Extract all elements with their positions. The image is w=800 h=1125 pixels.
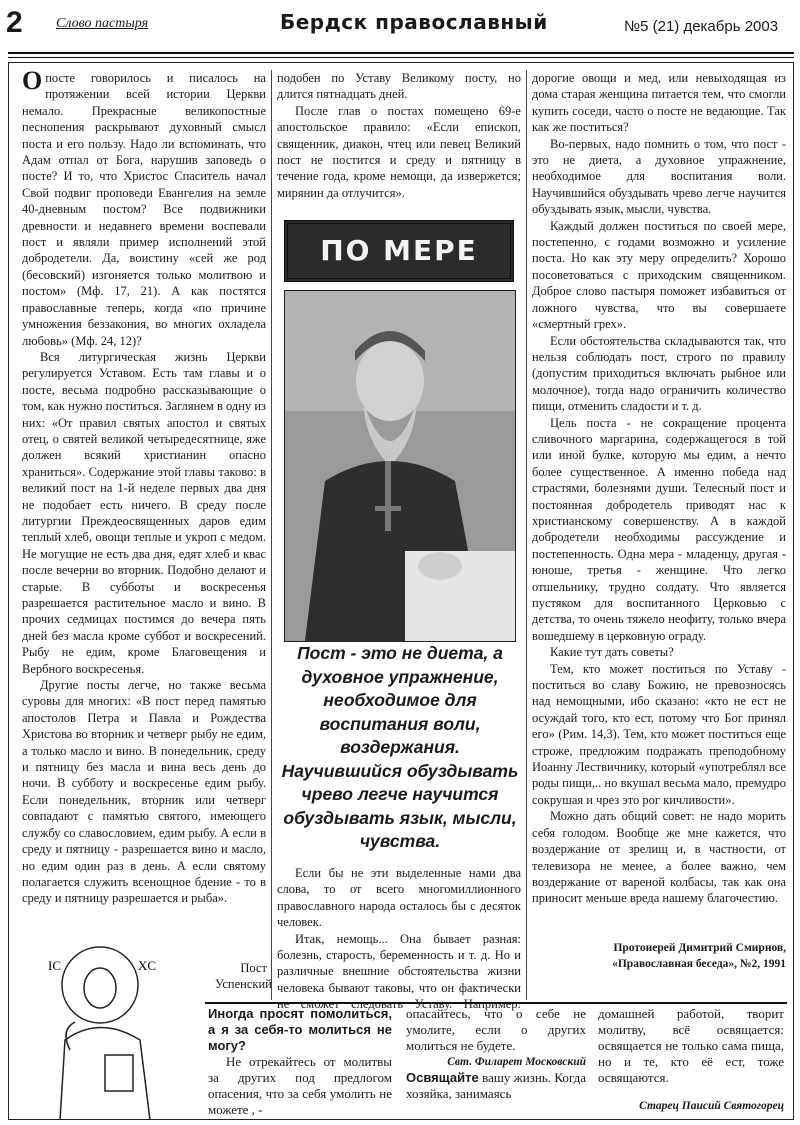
- drop-cap: О: [22, 70, 43, 95]
- icon-letter-right: XC: [138, 958, 157, 973]
- article-column-3: [532, 70, 786, 930]
- signature-source: «Православная беседа», №2, 1991: [612, 958, 786, 970]
- article-column-1: [22, 70, 266, 932]
- saying-lead: Освящайте: [406, 1070, 479, 1085]
- article-paragraph: Каждый должен поститься по своей мере, постепенно, с годами возможно и усиление поста. Но как эту меру определить? Хорошо посоветоваться с приходским священником. Доброе слово пастыря поможет избавиться от ложного чувства, что вы совершаете «смертный грех».: [532, 218, 786, 332]
- image-caption: Пост Успенский: [215, 961, 272, 991]
- article-paragraph: Можно дать общий совет: не надо морить себя голодом. Вообще же мне кажется, что воздержание от зрелищ и, в частности, от телевизора не менее, а более важно, чем воздержание от вареной колбасы, так как она приносит меньше вреда нашему благочестию.: [532, 809, 786, 906]
- article-signature: [532, 940, 786, 972]
- article-headline: ПО МЕРЕ: [284, 220, 514, 282]
- article-paragraph: Во-первых, надо помнить о том, что пост - это не диета, а духовное упражнение, необходимое для воспитания воли. Научившийся обуздывать чрево легче научится обуздывать язык, мысли, чувства.: [532, 136, 786, 217]
- pull-quote: Пост - это не диета, а духовное упражнение, необходимое для воспитания воли, воздержания. Научившийся обуздывать чрево легче научится обуздывать язык, мысли, чувства.: [281, 643, 519, 851]
- article-paragraph: Тем, кто может поститься по Уставу - поститься во славу Божию, не превозносясь над немощными, ибо сказано: «кто не ест не осуждай того, кто ест, потому что Бог принял его» (Рим. 14,3). Тем, кто может поститься еще строже, предложим подражать преподобному Иоанну Лествичнику, который «употреблял все роды пищи,.. но вкушал весьма мало, премудро сокрушая и чрез это рог кичливости».: [532, 661, 786, 807]
- priest-photo-illustration: [285, 291, 515, 641]
- saying-signature: Свт. Филарет Московский: [447, 1056, 586, 1068]
- article-column-2-bottom: [277, 865, 521, 1015]
- christ-icon-drawing: [20, 930, 190, 1120]
- priest-photo: [284, 290, 516, 642]
- signature-author: Протоиерей Димитрий Смирнов,: [613, 942, 786, 954]
- column-divider: [271, 70, 272, 1000]
- saying-column-3: [598, 1006, 784, 1114]
- column-divider: [526, 70, 527, 1000]
- rubric-title: Слово пастыря: [56, 16, 149, 31]
- page-number: 2: [6, 6, 23, 39]
- article-paragraph: Вся литургическая жизнь Церкви регулируется Уставом. Есть там главы и о посте, весьма подробно рассказывающие о том, как нужно поститься. Заглянем в одну из них: «От правил святых апостол и святых отец, о святей великой четыредесятнице, яже должен всякий христианин опасно храниться». Содержание этой главы таково: в великий пост на 1-й неделе первых два дня не подобает есть ничего. В среду после литургии Преждеосвященных даров едим теплый хлеб, овощи теплые и укроп с медом. Не могущие не есть два дня, едят хлеб и квас после вечерни во вторник. Подобно делают и старые. В субботы и воскресенья разрешается растительное масло и вино. В прочих седмицах постимся до вечера пять дней без масла кроме суббот и воскресений. Рыбу не едим, кроме Благовещения и Вербного воскресенья.: [22, 349, 266, 676]
- saying-text: Не отрекайтесь от молитвы за других под предлогом опасения, что за себя умолить не можете , -: [208, 1054, 392, 1117]
- article-paragraph: Итак, немощь... Она бывает разная: болезнь, старость, беременность и т. д. Но и различные внешние обстоятельства жизни человека бывают таковы, что он фактически не сможет следовать Уставу. Например:: [277, 931, 521, 1012]
- page-header: [0, 0, 800, 60]
- saying-text: домашней работой, творит молитву, всё освящается: освящается не только сама пища, но и те, кто её ест, тоже освящаются.: [598, 1006, 784, 1085]
- article-paragraph: дорогие овощи и мед, или невыходящая из дома старая женщина питается тем, что смогли купить соседи, часто о посте не ведающие. Так как же поститься?: [532, 71, 786, 135]
- article-paragraph: После глав о постах помещено 69-е апостольское правило: «Если епископ, священник, диакон, чтец или певец Великий пост не постится и среду и пятницу в течение года, кроме немощи, да извержется; мирянин да отлучится».: [277, 103, 521, 200]
- header-rule-thin: [8, 57, 794, 58]
- article-column-2-top: [277, 70, 521, 205]
- article-paragraph: Если бы не эти выделенные нами два слова, то от всего многомиллионного православного народа осталось бы с десяток человек.: [277, 866, 521, 930]
- article-paragraph: Цель поста - не сокращение процента сливочного маргарина, содержащегося в той или иной булке, которую мы едим, а нечто более существенное. А именно победа над страстями, болезнями души. Телесный пост и постоянная добродетель приводят нас к христианскому совершенству. А в каждой добродетели необходимы рассуждение и постепенность. Одна мера - младенцу, другая - юноше, третья - женщине. Что легко отшельнику, трудно солдату. Что является пустяком для воспитанного Церковью с детства, то очень тяжело неофиту, только вчера вошедшему в церковную ограду.: [532, 415, 786, 643]
- saying-column-1: [208, 1006, 392, 1118]
- article-paragraph: Опосте говорилось и писалось на протяжении всей истории Церкви немало. Прекрасные великопостные песнопения раскрывают духовный смысл поста и его пользу. Надо ли вспоминать, что Адам отпал от Бога, нарушив заповедь о посте? И то, что Христос Спаситель начал Свой подвиг проповеди Евангелия на земле 40-дневным постом? Все подвижники древности и недавнего времени воспевали пост и являли пример исполнений этой добродетели. Да, воистину «сей же род (бесовский) изгоняется только молитвою и постом» (Мф. 17, 21). А как постятся православные теперь, когда «по причине умножения беззакония, во многих охладела любовь» (Мф. 24, 12)?: [22, 70, 266, 348]
- article-paragraph: подобен по Уставу Великому посту, но длится пятнадцать дней.: [277, 71, 521, 102]
- article-paragraph: Если обстоятельства складываются так, что нельзя соблюдать пост, строго по правилу (допустим приходиться включать рыбное или молочное), тогда надо ограничить количество пищи, отменить сладости и т. д.: [532, 333, 786, 414]
- christ-icon: [20, 930, 190, 1120]
- saying-question: Иногда просят помолиться, а я за себя-то молиться не могу?: [208, 1006, 392, 1053]
- masthead: Бердск православный: [280, 10, 548, 34]
- issue-info: №5 (21) декабрь 2003: [624, 18, 779, 35]
- saying-column-2: опасайтесь, что о себе не умолите, если о других молиться не будете. Свт. Филарет Московский Освящайте вашу жизнь. Когда хозяйка, занимаясь: [406, 1006, 586, 1101]
- article-paragraph: Другие посты легче, но также весьма суровы для многих: «В пост перед памятью апостолов Петра и Павла и Рождества Христова во вторник и четверг рыбу не едим, а только масло и вино. В понедельник, среду и пятницу без масла и вина весь день до ночи. В субботу и воскресенье едим рыбу. Если понедельник, вторник или четверг совпадают с памятью святого, имеющего службу со славословием, едим рыбу. А если в среду и пятницу - разрешается вино и масло, но едим один раз в день. А если святому полагается служить всенощное бдение - то в среду и пятницу разрешается и рыба».: [22, 678, 266, 906]
- saying-text: опасайтесь, что о себе не умолите, если о других молиться не будете.: [406, 1006, 586, 1053]
- header-rule: [8, 52, 794, 54]
- article-paragraph: Какие тут дать советы?: [550, 645, 674, 660]
- icon-letter-left: IC: [48, 958, 61, 973]
- saying-signature: Старец Паисий Святогорец: [639, 1100, 784, 1112]
